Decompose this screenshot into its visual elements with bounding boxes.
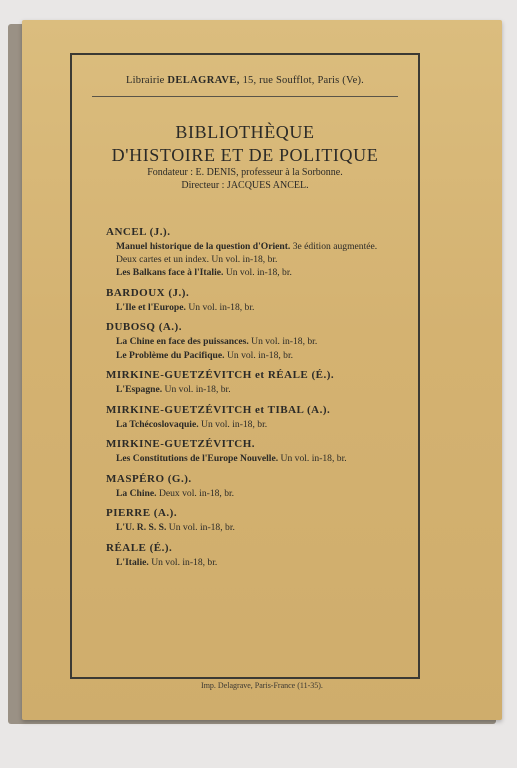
catalog-frame <box>70 53 420 679</box>
title-line-2: D'HISTOIRE ET DE POLITIQUE <box>111 145 379 165</box>
work-title: La Chine en face des puissances. <box>116 336 249 347</box>
entry-author: PIERRE (A.). <box>106 507 178 519</box>
header-rule <box>92 96 398 97</box>
catalog-entry <box>106 403 394 432</box>
catalog-entry <box>106 437 394 466</box>
entry-work <box>106 557 394 570</box>
entry-author: MASPÉRO (G.). <box>106 472 192 485</box>
work-details: Un vol. in-18, br. <box>225 267 292 278</box>
work-details: Un vol. in-18, br. <box>188 301 255 313</box>
catalog-entry <box>106 506 394 535</box>
work-details: Un vol. in-18, br. <box>164 384 231 395</box>
work-title: Les Constitutions de l'Europe Nouvelle. <box>116 453 279 464</box>
entry-author: DUBOSQ (A.). <box>106 321 182 333</box>
entry-work <box>106 241 394 266</box>
work-details: Deux vol. in-18, br. <box>158 487 235 499</box>
collection-title <box>72 121 418 167</box>
printer-imprint: Imp. Delagrave, Paris-France (11-35). <box>201 681 323 690</box>
publisher-name: DELAGRAVE, <box>167 75 240 86</box>
entry-work <box>106 419 394 432</box>
entry-author: BARDOUX (J.). <box>106 286 190 299</box>
catalog-entry <box>106 286 394 315</box>
entry-author: MIRKINE-GUETZÉVITCH et TIBAL (A.). <box>106 403 331 416</box>
work-title: Le Problème du Pacifique. <box>116 349 225 361</box>
entry-work <box>106 488 394 501</box>
work-title: L'Italie. <box>116 556 149 568</box>
entry-work <box>106 384 394 397</box>
catalog-entry <box>106 225 394 280</box>
entry-work <box>106 453 394 466</box>
publisher-address: 15, rue Soufflot, Paris (Ve). <box>242 75 364 86</box>
entry-work <box>106 522 394 535</box>
work-details: 3e édition augmentée. Deux cartes et un index. Un vol. in-18, br. <box>116 241 378 265</box>
work-details: Un vol. in-18, br. <box>201 418 268 430</box>
work-title: Manuel historique de la question d'Orient. <box>116 241 291 252</box>
work-title: Les Balkans face à l'Italie. <box>116 267 224 278</box>
work-details: Un vol. in-18, br. <box>226 349 294 361</box>
founder-line: Fondateur : E. DENIS, professeur à la Sorbonne. <box>147 167 343 178</box>
entry-author: MIRKINE-GUETZÉVITCH et RÉALE (É.). <box>106 369 335 381</box>
director-line: Directeur : JACQUES ANCEL. <box>181 180 309 191</box>
catalog-entry <box>106 541 394 570</box>
work-details: Un vol. in-18, br. <box>168 522 235 533</box>
entry-author: MIRKINE-GUETZÉVITCH. <box>106 438 256 450</box>
entry-work <box>106 336 394 349</box>
entry-work <box>106 267 394 280</box>
publisher-prefix: Librairie <box>126 75 165 86</box>
work-details: Un vol. in-18, br. <box>151 556 218 568</box>
catalog-entry <box>106 320 394 362</box>
work-title: L'Espagne. <box>116 384 163 395</box>
catalog-entry <box>106 368 394 397</box>
work-title: L'Ile et l'Europe. <box>116 301 186 313</box>
title-line-1: BIBLIOTHÈQUE <box>175 122 315 142</box>
entry-author: RÉALE (É.). <box>106 541 173 554</box>
work-details: Un vol. in-18, br. <box>280 453 347 464</box>
entry-work <box>106 350 394 363</box>
catalog-entry <box>106 472 394 501</box>
work-title: La Tchécoslovaquie. <box>116 418 199 430</box>
entry-author: ANCEL (J.). <box>106 226 171 238</box>
catalog-entries <box>106 225 394 575</box>
entry-work <box>106 302 394 315</box>
publisher-line <box>72 75 418 86</box>
work-title: La Chine. <box>116 487 157 499</box>
work-title: L'U. R. S. S. <box>116 522 167 533</box>
work-details: Un vol. in-18, br. <box>251 336 318 347</box>
